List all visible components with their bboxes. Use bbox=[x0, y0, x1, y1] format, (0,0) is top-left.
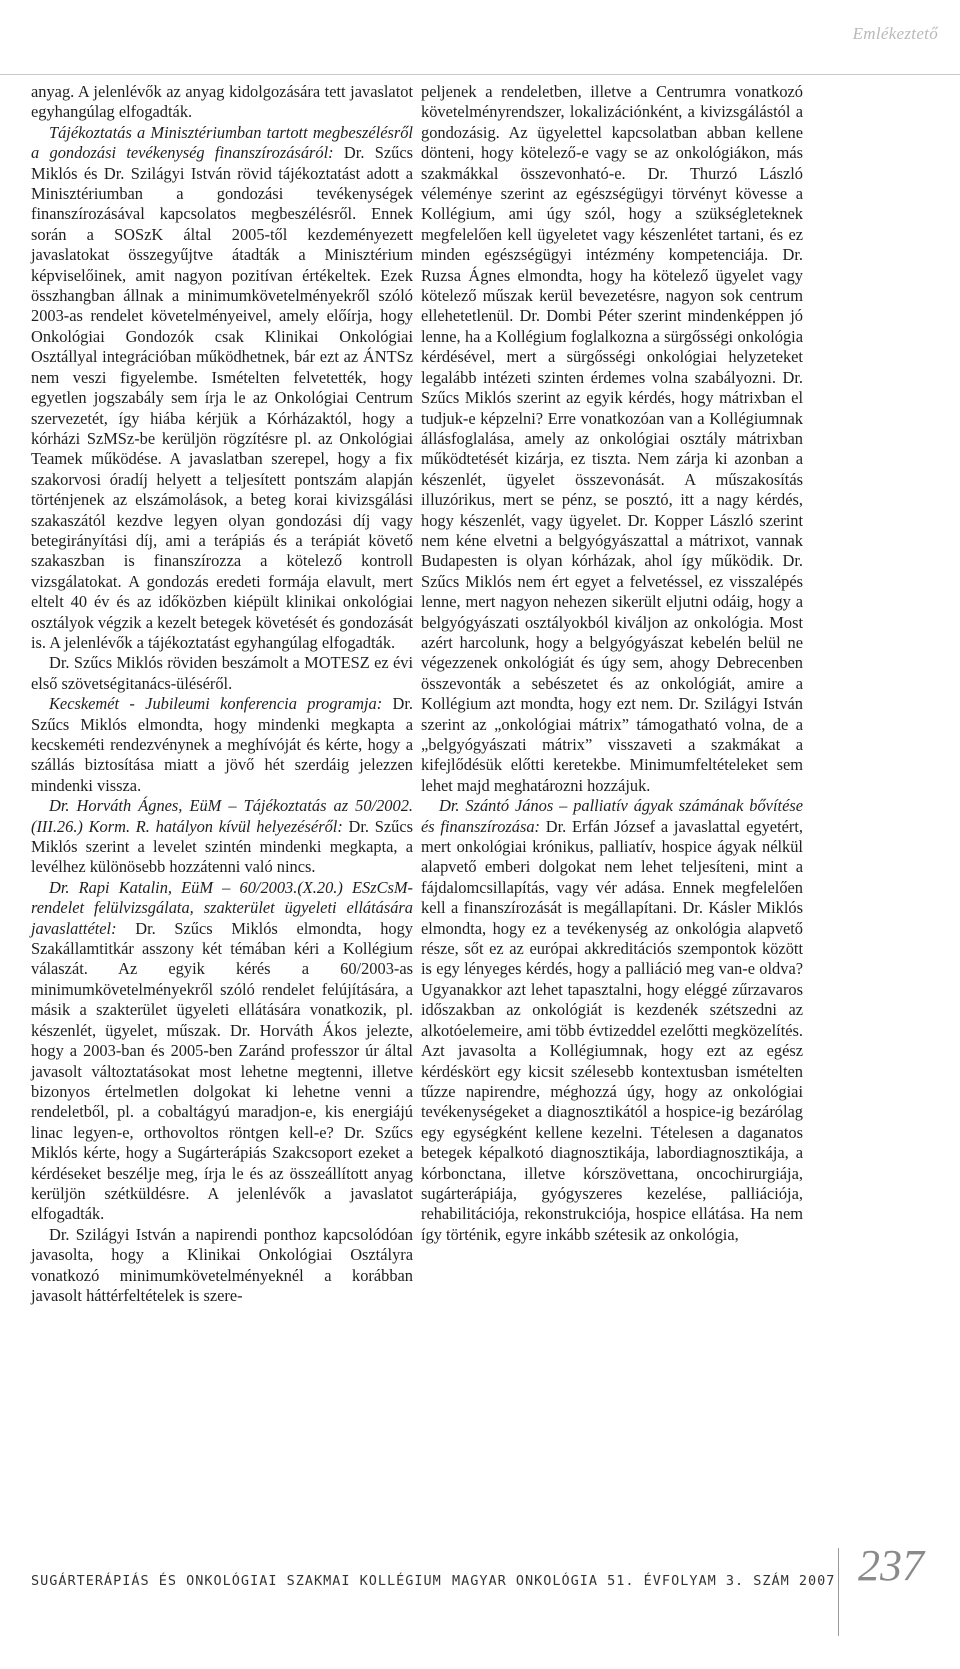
paragraph bbox=[31, 653, 413, 694]
right-column bbox=[421, 82, 803, 1245]
paragraph bbox=[31, 694, 413, 796]
paragraph bbox=[31, 878, 413, 1225]
paragraph-text: Dr. Szűcs Miklós elmondta, hogy mindenki megkapta a kecskeméti rendezvénynek a meghívóját és kérte, hogy a szállás biztosítása miatt a jövő hét szerdáig jelezzen mindenki vissza. bbox=[31, 694, 413, 795]
header-rule bbox=[0, 74, 960, 75]
paragraph-text: Dr. Szűcs Miklós és Dr. Szilágyi István rövid tájékoztatást adott a Minisztériumban a gondozási tevékenységek finanszírozásával kapcsolatos megbeszélésről. Ennek során a SOSzK által 2005-től kezdeményezett javaslatokat összegyűjtve átadták a Minisztérium képviselőinek, amit nagyon pozitívan értékeltek. Ezek összhangban állnak a minimumkövetelményekről szóló 2003-as rendelet követelményeivel, amely előírja, hogy Onkológiai Gondozók csak Klinikai Onkológiai Osztállyal integrációban működhetnek, bár ezt az ÁNTSz nem veszi figyelembe. Ismételten felvetették, hogy egyetlen jogszabály sem írja le az Onkológiai Centrum szervezetét, így hiába kérjük a Kórházaktól, hogy a kórházi SzMSz-be kerüljön rögzítésre pl. az Onkológiai Teamek működése. A javaslatban szerepel, hogy a fix szakorvosi óradíj helyett a teljesített pontszám alapján történjenek az elszámolások, a beteg korai kivizsgálási szakaszától kezdve legyen olyan gondozási díj vagy betegirányítási díj, ami a terápiás és a terápiát követő szakaszban is finanszírozza a kötelező kontroll vizsgálatokat. A gondozás eredeti formája elavult, mert eltelt 40 év és az időközben kiépült klinikai onkológiai osztályok végzik a kezelt betegek követését és gondozását is. A jelenlévők a tájékoztatást egyhangúlag elfogadták. bbox=[31, 143, 413, 652]
agenda-item-title: Dr. Rapi Katalin, EüM – 60/2003.(X.20.) ESzCsM-rendelet felülvizsgálata, szakterület ügyeleti ellátására javaslattétel: bbox=[31, 877, 413, 938]
paragraph-text: peljenek a rendeletben, illetve a Centrumra vonatkozó követelményrendszer, lokalizációnként, a kivizsgálástól a gondozásig. Az ügyelettel kapcsolatban abban kellene dönteni, hogy kötelező-e vagy se az onkológiákon, más szakmákkal összevonható-e. Dr. Thurzó László véleménye szerint az egészségügyi törvényt kövesse a Kollégium, ami úgy szól, hogy a szükségleteknek megfelelően kell ügyeletet vagy készenlétet tartani, és ez minden egészségügyi intézmény kompetenciája. Dr. Ruzsa Ágnes elmondta, hogy ha kötelező ügyelet vagy kötelező műszak kerül bevezetésre, nagyon sok centrum ellehetetlenül. Dr. Dombi Péter szerint mindenképpen jó lenne, ha a Kollégium foglalkozna a sürgősségi onkológia kérdésével, mert a sürgősségi onkológiai helyzeteket legalább intézeti szinten érdemes volna szabályozni. Dr. Szűcs Miklós szerint az egyik kérdés, hogy mátrixban el tudjuk-e képzelni? Erre vonatkozóan van a Kollégiumnak állásfoglalása, amely az onkológiai osztály mátrixban működtetését kizárja, ez tiszta. Nem zárja ki azonban a készenlét, ügyelet összevonását. A műszakosítás illuzórikus, mert se pénz, se posztó, itt a nagy kérdés, hogy készenlét, vagy ügyelet. Dr. Kopper László szerint nem kéne elvetni a belgyógyászattal a mátrixot, vannak Budapesten is olyan kórházak, ahol így működik. Dr. Szűcs Miklós nem ért egyet a felvetéssel, ez visszalépés lenne, mert nagyon nehezen sikerült eljutni odáig, hogy a belgyógyászati osztályokból kiváljon az onkológia. Most azért harcolunk, hogy a belgyógyászat kebelén belül ne végezzenek onkológiát és úgy sem, ahogy Debrecenben összevonták a sebészetet és az onkológiát, amire a Kollégium azt mondta, hogy ezt nem. Dr. Szilágyi István szerint az „onkológiai mátrix” támogatható volna, de a „belgyógyászati mátrix” visszaveti a szakmákat a kifejlődésük előtti keretekbe. Minimumfeltételeket sem lehet majd meghatározni hozzájuk. bbox=[421, 82, 803, 795]
paragraph-text: Dr. Erfán József a javaslattal egyetért, mert onkológiai krónikus, palliatív, hospice ágyak nélkül alapvető emberi dolgokat nem lehet teljesíteni, mint a fájdalomcsillapítás, vagy vér adása. Ennek megfelelően kell a finanszírozását is megállapítani. Dr. Kásler Miklós elmondta, hogy ez a tevékenység az onkológia alapvető része, sőt ez az európai akkreditációs szempontok között is egy lényeges kérdés, hogy a palliáció meg van-e oldva? Ugyanakkor azt lehet tapasztalni, hogy eléggé zűrzavaros időszakban az onkológiát is kezdenék szétszedni az alkotóelemeire, ami több évtizeddel ezelőtti megközelítés. Azt javasolta a Kollégiumnak, hogy ezt az egész kérdéskört egy kicsit szélesebb kontextusban ismételten tűzze napirendre, méghozzá úgy, hogy az onkológiai tevékenységeket a diagnosztikától a hospice-ig bezárólag egy egységként kellene kezelni. Tételesen a daganatos betegek képalkotó diagnosztikája, labordiagnosztikája, a kórbonctana, illetve kórszövettana, oncochirurgiája, sugárterápiája, gyógyszeres kezelése, palliációja, rehabilitációja, rekonstrukciója, hospice ellátása. Ha nem így történik, egyre inkább szétesik az onkológia, bbox=[421, 816, 804, 1244]
paragraph bbox=[31, 123, 413, 654]
agenda-item-title: Dr. Horváth Ágnes, EüM – Tájékoztatás az 50/2002. (III.26.) Korm. R. hatályon kívül helyezéséről: bbox=[31, 796, 413, 836]
section-label: Emlékeztető bbox=[852, 24, 938, 43]
paragraph bbox=[31, 796, 413, 878]
paragraph bbox=[421, 796, 803, 1245]
agenda-item-title: Dr. Szántó János – palliatív ágyak számának bővítése és finanszírozása: bbox=[421, 796, 803, 836]
paragraph bbox=[31, 82, 413, 123]
paragraph-text: Dr. Szűcs Miklós szerint a levelet szintén mindenki megkapta, a levélhez különösebb hozzátenni való nincs. bbox=[31, 816, 413, 877]
paragraph-text: Dr. Szűcs Miklós elmondta, hogy Szakállamtitkár asszony két témában kéri a Kollégium válaszát. Az egyik kérés a 60/2003-as minimumkövetelményekről szóló rendelet felújítására, a másik a szakterület ügyeleti ellátására vonatkozik, pl. készenlét, ügyelet, műszak. Dr. Horváth Ákos jelezte, hogy a 2003-ban és 2005-ben Zaránd professzor úr által javasolt változtatásokat most lehetne megtenni, illetve bizonyos értelmetlen dolgokat ki lehetne venni a rendeletből, pl. a cobaltágyú maradjon-e, kis energiájú linac legyen-e, orthovoltos röntgen kell-e? Dr. Szűcs Miklós kérte, hogy a Sugárterápiás Szakcsoport ezeket a kérdéseket beszélje meg, írja le és az összeállított anyag kerüljön szétküldésre. A jelenlévők a javaslatot elfogadták. bbox=[31, 918, 413, 1224]
paragraph-text: anyag. A jelenlévők az anyag kidolgozására tett javaslatot egyhangúlag elfogadták. bbox=[31, 82, 413, 122]
paragraph bbox=[31, 1225, 413, 1307]
paragraph-text: Dr. Szilágyi István a napirendi ponthoz kapcsolódóan javasolta, hogy a Klinikai Onkológiai Osztályra vonatkozó minimumkövetelményeknél a korábban javasolt háttérfeltételek is szere- bbox=[31, 1224, 413, 1305]
paragraph bbox=[421, 82, 803, 796]
agenda-item-title: Tájékoztatás a Minisztériumban tartott megbeszélésről a gondozási tevékenység finanszírozásáról: bbox=[31, 122, 413, 163]
page-number: 237 bbox=[858, 1541, 924, 1590]
paragraph-text: Dr. Szűcs Miklós röviden beszámolt a MOTESZ ez évi első szövetségitanács-üléséről. bbox=[31, 653, 413, 693]
footer-divider bbox=[838, 1548, 839, 1636]
footer-journal: MAGYAR ONKOLÓGIA 51. ÉVFOLYAM 3. SZÁM 2007 bbox=[452, 1573, 836, 1589]
left-column bbox=[31, 82, 413, 1306]
agenda-item-title: Kecskemét - Jubileumi konferencia programja: bbox=[49, 694, 383, 714]
footer-collegium: SUGÁRTERÁPIÁS ÉS ONKOLÓGIAI SZAKMAI KOLLÉGIUM bbox=[31, 1573, 442, 1589]
